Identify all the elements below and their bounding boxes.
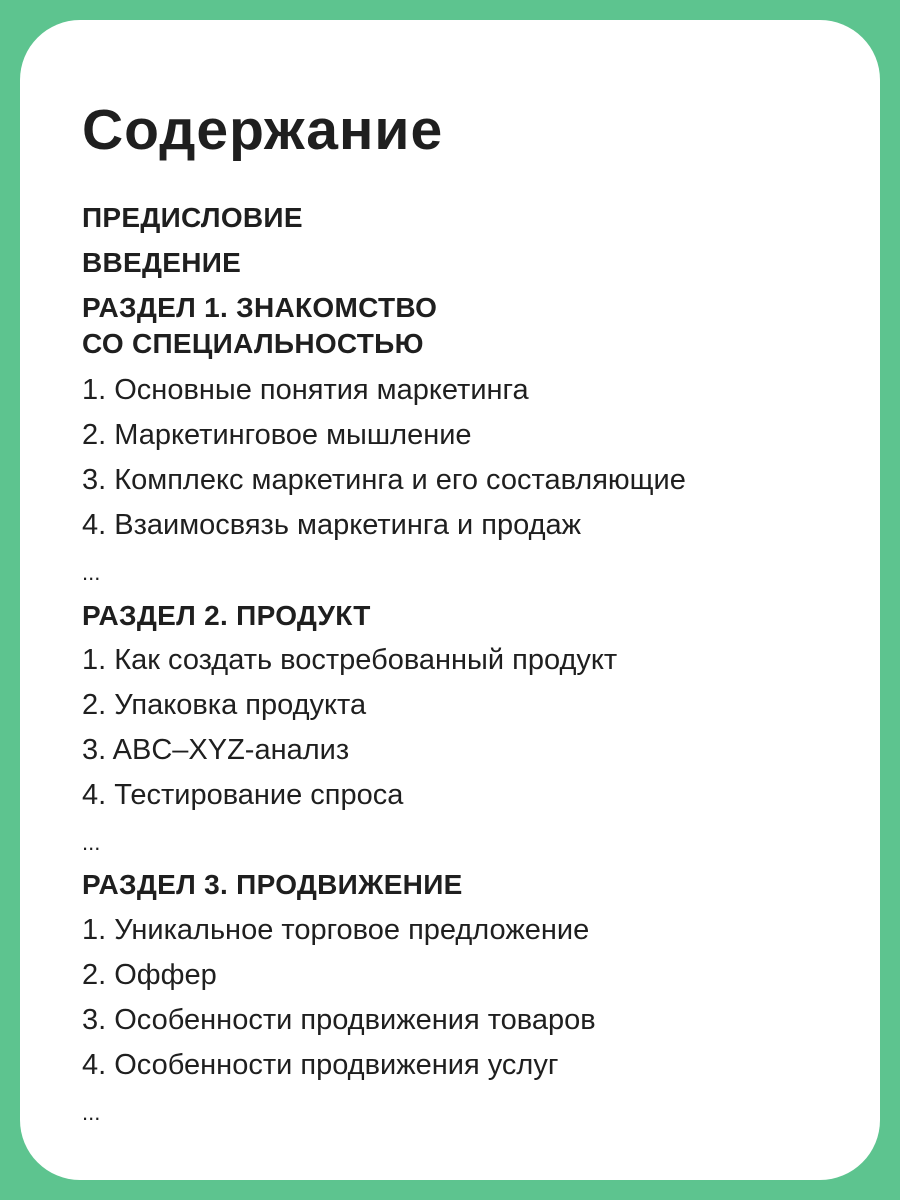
toc-item: 1. Основные понятия маркетинга	[82, 374, 529, 406]
toc-item: 1. Как создать востребованный продукт	[82, 644, 618, 676]
toc-item: 4. Взаимосвязь маркетинга и продаж	[82, 509, 582, 541]
content-card	[20, 20, 880, 1180]
toc-item: 4. Тестирование спроса	[82, 779, 404, 811]
toc-item: 3. Комплекс маркетинга и его составляющие	[82, 464, 686, 496]
toc-item: 2. Упаковка продукта	[82, 689, 367, 721]
toc-ellipsis: ...	[82, 1100, 101, 1125]
toc-heading-section-3: РАЗДЕЛ 3. ПРОДВИЖЕНИЕ	[82, 869, 463, 900]
toc-item: 3. ABC–XYZ-анализ	[82, 734, 350, 766]
toc-item: 4. Особенности продвижения услуг	[82, 1049, 559, 1081]
toc-heading-section-2: РАЗДЕЛ 2. ПРОДУКТ	[82, 600, 371, 631]
toc-ellipsis: ...	[82, 560, 101, 585]
toc-item: 2. Оффер	[82, 959, 217, 991]
toc-item: 3. Особенности продвижения товаров	[82, 1004, 596, 1036]
toc-heading-section-1: РАЗДЕЛ 1. ЗНАКОМСТВО	[82, 292, 438, 323]
page-title: Содержание	[82, 98, 444, 162]
toc-heading-introduction: ВВЕДЕНИЕ	[82, 247, 242, 278]
toc-heading-preface: ПРЕДИСЛОВИЕ	[82, 202, 303, 233]
toc-item: 2. Маркетинговое мышление	[82, 419, 472, 451]
toc-item: 1. Уникальное торговое предложение	[82, 914, 590, 946]
toc-heading-section-1-cont: СО СПЕЦИАЛЬНОСТЬЮ	[82, 328, 424, 359]
toc-ellipsis: ...	[82, 830, 101, 855]
